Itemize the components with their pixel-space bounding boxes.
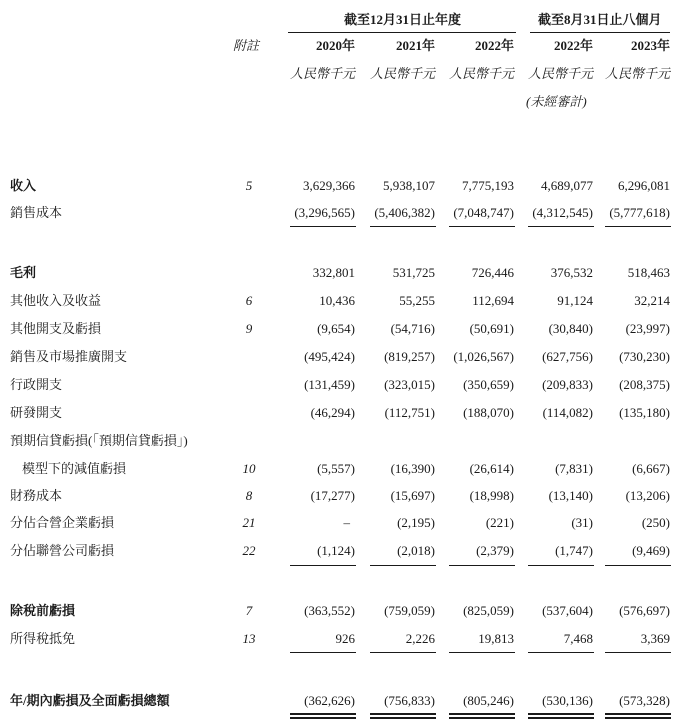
cell-selling-expenses-2022: (1,026,567) [453,349,514,364]
row-note-jv-losses: 21 [242,515,256,530]
cell-total-loss-2023-interim: (573,328) [619,693,670,708]
total-double-rule [449,717,515,719]
cell-admin-expenses-2022-interim: (209,833) [542,377,593,392]
cell-revenue-2022-interim: 4,689,077 [541,178,593,193]
header-unit-2022: 人民幣千元 [448,66,514,81]
subtotal-rule [370,226,436,227]
header-unaudited: (未經審計) [526,94,587,109]
cell-other-income-2021: 55,255 [399,293,435,308]
total-double-rule [370,713,436,715]
header-group-interim-rule [530,32,670,33]
subtotal-rule [290,652,356,653]
header-year-2023-interim: 2023年 [630,38,670,53]
cell-income-tax-credit-2023-interim: 3,369 [640,631,670,646]
row-note-other-income: 6 [245,293,253,308]
subtotal-rule [290,226,356,227]
cell-other-expenses-2022: (50,691) [469,321,514,336]
row-label-associate-losses: 分佔聯營公司虧損 [10,543,115,558]
cell-total-loss-2020: (362,626) [304,693,355,708]
row-note-finance-costs: 8 [245,488,253,503]
cell-rnd-expenses-2023-interim: (135,180) [619,405,670,420]
header-group-interim: 截至8月31日止八個月 [538,12,662,27]
cell-loss-before-tax-2022-interim: (537,604) [542,603,593,618]
subtotal-rule [449,565,515,566]
cell-selling-expenses-2020: (495,424) [304,349,355,364]
cell-loss-before-tax-2022: (825,059) [463,603,514,618]
cell-loss-before-tax-2021: (759,059) [384,603,435,618]
cell-other-expenses-2021: (54,716) [390,321,435,336]
subtotal-rule [528,226,594,227]
subtotal-rule [449,652,515,653]
subtotal-rule [605,565,671,566]
cell-cost-of-sales-2021: (5,406,382) [374,205,435,220]
row-label-other-income: 其他收入及收益 [10,293,102,308]
row-label-impairment: 模型下的減值虧損 [22,461,127,476]
total-double-rule [290,713,356,715]
cell-gross-profit-2022-interim: 376,532 [550,265,593,280]
row-note-other-expenses: 9 [245,321,253,336]
cell-jv-losses-2023-interim: (250) [641,515,670,530]
row-label-other-expenses: 其他開支及虧損 [10,321,102,336]
cell-jv-losses-2021: (2,195) [397,515,435,530]
cell-associate-losses-2020: (1,124) [317,543,355,558]
header-group-annual: 截至12月31日止年度 [344,12,462,27]
cell-finance-costs-2022: (18,998) [469,488,514,503]
total-double-rule [605,717,671,719]
cell-revenue-2023-interim: 6,296,081 [618,178,670,193]
cell-other-expenses-2023-interim: (23,997) [625,321,670,336]
cell-admin-expenses-2022: (350,659) [463,377,514,392]
cell-cost-of-sales-2020: (3,296,565) [294,205,355,220]
cell-income-tax-credit-2020: 926 [335,631,355,646]
header-year-2022: 2022年 [474,38,514,53]
subtotal-rule [528,652,594,653]
cell-admin-expenses-2023-interim: (208,375) [619,377,670,392]
row-label-finance-costs: 財務成本 [10,488,63,503]
row-note-income-tax-credit: 13 [242,631,256,646]
row-note-impairment: 10 [242,461,256,476]
cell-associate-losses-2021: (2,018) [397,543,435,558]
row-label-loss-before-tax: 除稅前虧損 [10,603,76,618]
cell-other-income-2022-interim: 91,124 [557,293,593,308]
cell-jv-losses-2022: (221) [485,515,514,530]
cell-gross-profit-2021: 531,725 [392,265,435,280]
row-note-revenue: 5 [245,178,253,193]
cell-cost-of-sales-2022: (7,048,747) [453,205,514,220]
row-label-cost-of-sales: 銷售成本 [10,205,63,220]
header-unit-2020: 人民幣千元 [289,66,355,81]
cell-other-expenses-2020: (9,654) [317,321,355,336]
cell-income-tax-credit-2021: 2,226 [405,631,435,646]
cell-selling-expenses-2022-interim: (627,756) [542,349,593,364]
cell-selling-expenses-2023-interim: (730,230) [619,349,670,364]
cell-loss-before-tax-2023-interim: (576,697) [619,603,670,618]
row-label-selling-expenses: 銷售及市場推廣開支 [10,349,128,364]
header-group-annual-rule [288,32,516,33]
cell-impairment-2021: (16,390) [390,461,435,476]
cell-rnd-expenses-2022: (188,070) [463,405,514,420]
cell-cost-of-sales-2022-interim: (4,312,545) [532,205,593,220]
cell-selling-expenses-2021: (819,257) [384,349,435,364]
row-label-ecl-heading: 預期信貸虧損(「預期信貸虧損」) [10,433,188,448]
cell-admin-expenses-2020: (131,459) [304,377,355,392]
subtotal-rule [370,565,436,566]
cell-cost-of-sales-2023-interim: (5,777,618) [609,205,670,220]
cell-total-loss-2021: (756,833) [384,693,435,708]
cell-impairment-2022-interim: (7,831) [555,461,593,476]
row-label-total-comprehensive-loss: 年/期內虧損及全面虧損總額 [10,693,170,708]
subtotal-rule [290,565,356,566]
total-double-rule [370,717,436,719]
cell-finance-costs-2023-interim: (13,206) [625,488,670,503]
cell-finance-costs-2020: (17,277) [310,488,355,503]
cell-loss-before-tax-2020: (363,552) [304,603,355,618]
subtotal-rule [605,226,671,227]
row-label-revenue: 收入 [10,178,37,193]
total-double-rule [528,713,594,715]
cell-other-income-2020: 10,436 [319,293,355,308]
cell-rnd-expenses-2022-interim: (114,082) [542,405,593,420]
total-double-rule [290,717,356,719]
cell-gross-profit-2020: 332,801 [312,265,355,280]
cell-impairment-2020: (5,557) [317,461,355,476]
cell-associate-losses-2023-interim: (9,469) [632,543,670,558]
cell-income-tax-credit-2022-interim: 7,468 [563,631,593,646]
cell-impairment-2022: (26,614) [469,461,514,476]
subtotal-rule [449,226,515,227]
cell-other-expenses-2022-interim: (30,840) [548,321,593,336]
cell-revenue-2020: 3,629,366 [303,178,355,193]
row-note-associate-losses: 22 [242,543,256,558]
row-label-rnd-expenses: 研發開支 [10,405,63,420]
cell-income-tax-credit-2022: 19,813 [478,631,514,646]
row-label-jv-losses: 分佔合營企業虧損 [10,515,115,530]
cell-impairment-2023-interim: (6,667) [632,461,670,476]
header-year-2021: 2021年 [395,38,435,53]
cell-jv-losses-2022-interim: (31) [571,515,593,530]
cell-rnd-expenses-2021: (112,751) [384,405,435,420]
cell-finance-costs-2021: (15,697) [390,488,435,503]
row-label-admin-expenses: 行政開支 [10,377,63,392]
total-double-rule [605,713,671,715]
cell-other-income-2022: 112,694 [472,293,514,308]
header-year-2020: 2020年 [315,38,355,53]
cell-revenue-2021: 5,938,107 [383,178,435,193]
cell-gross-profit-2023-interim: 518,463 [627,265,670,280]
cell-jv-losses-2020: – [343,515,350,530]
cell-finance-costs-2022-interim: (13,140) [548,488,593,503]
subtotal-rule [528,565,594,566]
subtotal-rule [370,652,436,653]
cell-associate-losses-2022-interim: (1,747) [555,543,593,558]
total-double-rule [449,713,515,715]
total-double-rule [528,717,594,719]
header-unit-2023-interim: 人民幣千元 [604,66,670,81]
header-unit-2021: 人民幣千元 [369,66,435,81]
cell-total-loss-2022-interim: (530,136) [542,693,593,708]
header-year-2022-interim: 2022年 [553,38,593,53]
cell-total-loss-2022: (805,246) [463,693,514,708]
cell-admin-expenses-2021: (323,015) [384,377,435,392]
header-unit-2022-interim: 人民幣千元 [527,66,593,81]
row-label-gross-profit: 毛利 [10,265,37,280]
cell-associate-losses-2022: (2,379) [476,543,514,558]
cell-rnd-expenses-2020: (46,294) [310,405,355,420]
row-label-income-tax-credit: 所得稅抵免 [10,631,76,646]
row-note-loss-before-tax: 7 [245,603,253,618]
cell-other-income-2023-interim: 32,214 [634,293,670,308]
subtotal-rule [605,652,671,653]
header-note-label: 附註 [233,38,260,53]
cell-gross-profit-2022: 726,446 [471,265,514,280]
cell-revenue-2022: 7,775,193 [462,178,514,193]
